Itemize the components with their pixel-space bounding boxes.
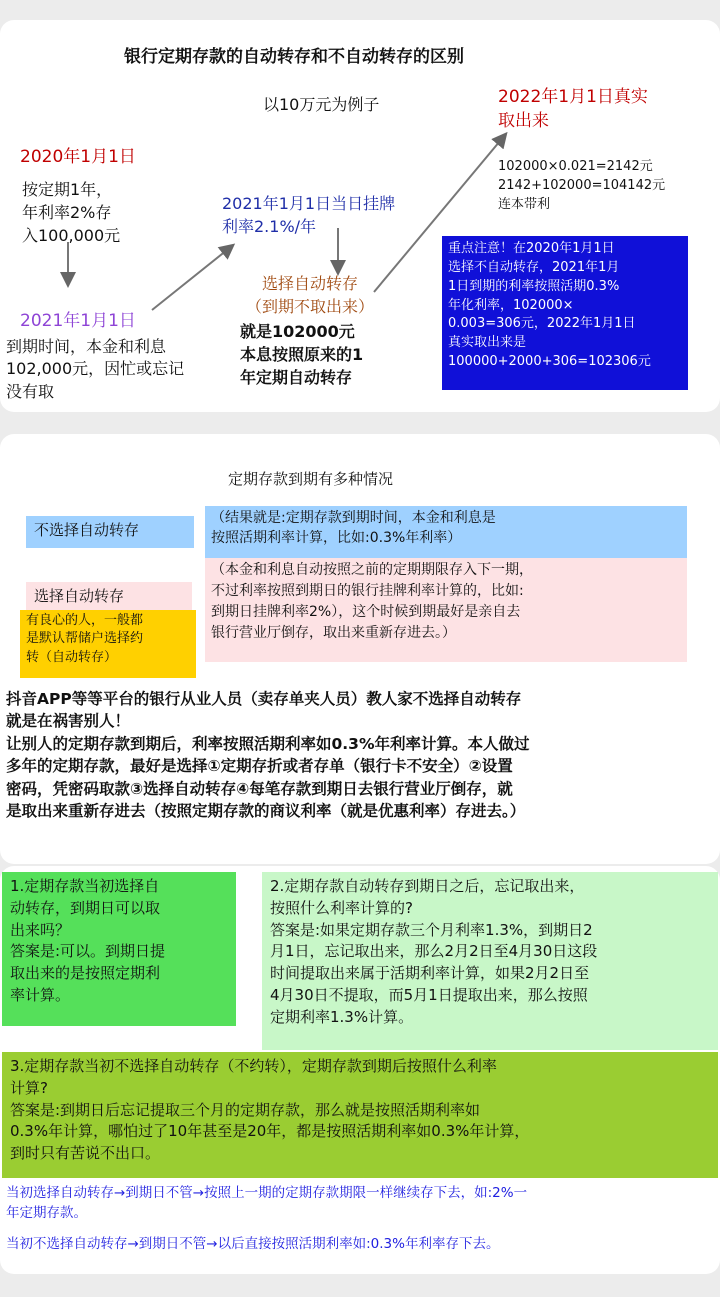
calc-text: 102000×0.021=2142元 2142+102000=104142元 连本带利 [498, 159, 666, 212]
maturity-text: 到期时间，本金和利息 102,000元，因忙或忘记 没有取 [6, 337, 185, 401]
no-auto-transfer-summary: 当初不选择自动转存→到期日不管→以后直接按照活期利率如:0.3%年利率存下去。 [6, 1236, 500, 1252]
auto-transfer-summary: 当初选择自动转存→到期日不管→按照上一期的定期存款期限一样继续存下去，如:2%一 年定期存款。 [6, 1185, 528, 1221]
auto-label: 选择自动转存 [26, 582, 192, 612]
page-title: 银行定期存款的自动转存和不自动转存的区别 [124, 47, 464, 67]
date-2021: 2021年1月1日 [20, 311, 136, 331]
date-2020: 2020年1月1日 [20, 147, 136, 167]
arrow-up-1 [152, 246, 232, 310]
auto-result-text: 就是102000元 本息按照原来的1 年定期自动转存 [240, 322, 364, 388]
auto-result: （本金和利息自动按照之前的定期期限存入下一期， 不过利率按照到期日的银行挂牌利率计算的，比如: 到期日挂牌利率2%），这个时候到期最好是亲自去 银行营业厅倒存，取出来重新存进去。） [205, 558, 687, 662]
date-2022: 2022年1月1日真实 取出来 [498, 87, 648, 131]
cases-heading: 定期存款到期有多种情况 [228, 470, 394, 488]
example-card [0, 20, 720, 412]
question-1: 1.定期存款当初选择自 动转存，到期日可以取 出来吗？ 答案是:可以。到期日提 取出来的是按照定期利 率计算。 [2, 872, 236, 1026]
deposit-text: 按定期1年， 年利率2%存 入100,000元 [22, 180, 121, 246]
important-note: 重点注意！在2020年1月1日 选择不自动转存，2021年1月 1日到期的利率按照活期0.3% 年化利率，102000× 0.003=306元，2022年1月1日 真实取出来是 100000+2000+306=102306元 [442, 236, 688, 390]
warning-text: 抖音APP等等平台的银行从业人员（卖存单夹人员）教人家不选择自动转存 就是在祸害别人！ 让别人的定期存款到期后，利率按照活期利率如0.3%年利率计算。本人做过 多年的定期存款，最好是选择①定期存折或者存单（银行卡不安全）②设置 密码，凭密码取款③选择自动转存④每笔存款到期日去银行营业厅倒存，就 是取出来重新存进去（按照定期存款的商议利率（就是优惠利率）存进去。） [6, 690, 530, 821]
no-auto-result: （结果就是:定期存款到期时间，本金和利息是 按照活期利率计算，比如:0.3%年利率） [205, 506, 687, 560]
rate-text: 2021年1月1日当日挂牌 利率2.1%/年 [222, 194, 396, 237]
choose-auto-text: 选择自动转存 （到期不取出来） [246, 274, 375, 317]
question-3: 3.定期存款当初不选择自动转存（不约转），定期存款到期后按照什么利率 计算? 答案是:到期日后忘记提取三个月的定期存款，那么就是按照活期利率如 0.3%年计算，哪怕过了10年甚至是20年，都是按照活期利率如0.3%年计算， 到时只有苦说不出口。 [2, 1052, 718, 1178]
example-subtitle: 以10万元为例子 [263, 95, 380, 114]
qa-card [0, 866, 720, 1274]
question-2: 2.定期存款自动转存到期日之后，忘记取出来， 按照什么利率计算的? 答案是:如果定期存款三个月利率1.3%，到期日2 月1日，忘记取出来，那么2月2日至4月30日这段 时间提取出来属于活期利率计算，如果2月2日至 4月30日不提取，而5月1日提取出来，那么按照 定期利率1.3%计算。 [262, 872, 718, 1050]
no-auto-label: 不选择自动转存 [26, 516, 194, 548]
conscience-note: 有良心的人，一般都 是默认帮储户选择约 转（自动转存） [20, 610, 196, 678]
cases-card [0, 434, 720, 864]
